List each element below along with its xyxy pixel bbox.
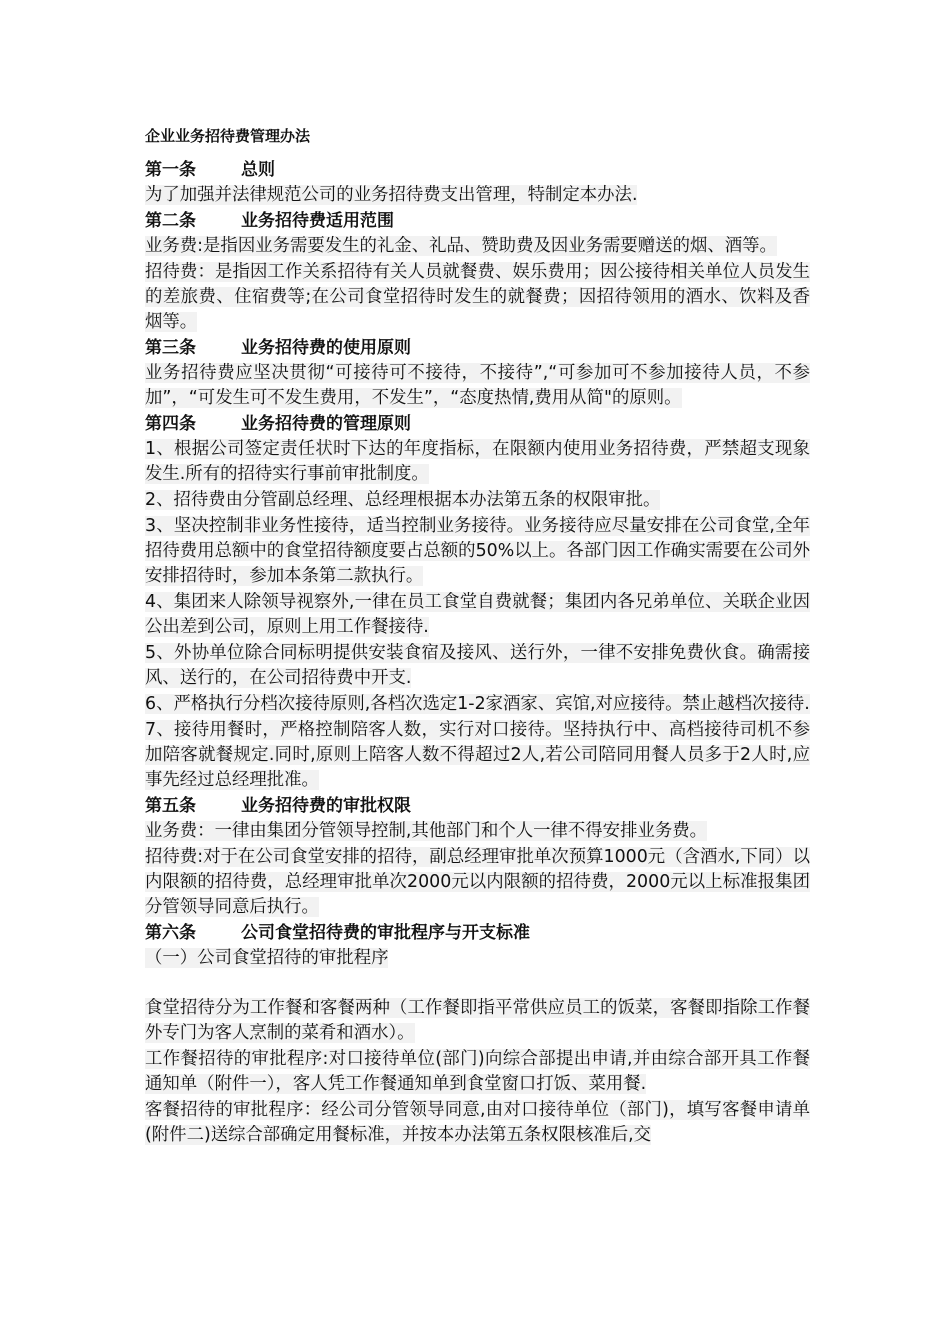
paragraph: 食堂招待分为工作餐和客餐两种（工作餐即指平常供应员工的饭菜，客餐即指除工作餐外专门为客人烹制的菜肴和酒水）。 <box>145 998 810 1043</box>
section-title: 业务招待费的使用原则 <box>241 338 411 358</box>
list-item: 5、外协单位除合同标明提供安装食宿及接风、送行外，一律不安排免费伙食。确需接风、送行的，在公司招待费中开支. <box>145 643 810 688</box>
subsection-heading: （一）公司食堂招待的审批程序 <box>145 948 389 968</box>
section-title: 公司食堂招待费的审批程序与开支标准 <box>241 923 530 943</box>
list-item: 1、根据公司签定责任状时下达的年度指标，在限额内使用业务招待费，严禁超支现象发生.所有的招待实行事前审批制度。 <box>145 439 810 484</box>
section-heading-2 <box>145 209 810 234</box>
section-number: 第三条 <box>145 338 196 358</box>
paragraph: 业务费：一律由集团分管领导控制,其他部门和个人一律不得安排业务费。 <box>145 821 708 841</box>
list-item: 2、招待费由分管副总经理、总经理根据本办法第五条的权限审批。 <box>145 490 661 510</box>
section-number: 第四条 <box>145 414 196 434</box>
list-item: 6、严格执行分档次接待原则,各档次选定1-2家酒家、宾馆,对应接待。禁止越档次接待. <box>145 694 810 714</box>
paragraph: 工作餐招待的审批程序:对口接待单位(部门)向综合部提出申请,并由综合部开具工作餐通知单（附件一），客人凭工作餐通知单到食堂窗口打饭、菜用餐. <box>145 1049 810 1094</box>
section-heading-5 <box>145 794 810 819</box>
paragraph: 为了加强并法律规范公司的业务招待费支出管理，特制定本办法. <box>145 185 638 205</box>
list-item: 3、坚决控制非业务性接待，适当控制业务接待。业务接待应尽量安排在公司食堂,全年招待费用总额中的食堂招待额度要占总额的50%以上。各部门因工作确实需要在公司外安排招待时，参加本条第二款执行。 <box>145 516 810 586</box>
list-item: 7、接待用餐时，严格控制陪客人数，实行对口接待。坚持执行中、高档接待司机不参加陪客就餐规定.同时,原则上陪客人数不得超过2人,若公司陪同用餐人员多于2人时,应事先经过总经理批准。 <box>145 720 810 790</box>
paragraph: 客餐招待的审批程序：经公司分管领导同意,由对口接待单位（部门)，填写客餐申请单(附件二)送综合部确定用餐标准，并按本办法第五条权限核准后,交 <box>145 1100 810 1145</box>
section-title: 业务招待费的管理原则 <box>241 414 411 434</box>
paragraph: 业务费:是指因业务需要发生的礼金、礼品、赞助费及因业务需要赠送的烟、酒等。 <box>145 236 777 256</box>
section-number: 第一条 <box>145 160 196 180</box>
section-heading-3 <box>145 336 810 361</box>
section-title: 业务招待费适用范围 <box>241 211 394 231</box>
section-number: 第五条 <box>145 796 196 816</box>
section-heading-1 <box>145 158 810 183</box>
paragraph: 招待费：是指因工作关系招待有关人员就餐费、娱乐费用；因公接待相关单位人员发生的差旅费、住宿费等;在公司食堂招待时发生的就餐费；因招待领用的酒水、饮料及香烟等。 <box>145 262 810 332</box>
section-number: 第六条 <box>145 923 196 943</box>
paragraph: 业务招待费应坚决贯彻“可接待可不接待，不接待”,“可参加可不参加接待人员，不参加”，“可发生可不发生费用，不发生”，“态度热情,费用从简"的原则。 <box>145 363 810 408</box>
document-title: 企业业务招待费管理办法 <box>145 127 311 145</box>
section-title: 业务招待费的审批权限 <box>241 796 411 816</box>
list-item: 4、集团来人除领导视察外,一律在员工食堂自费就餐；集团内各兄弟单位、关联企业因公出差到公司，原则上用工作餐接待. <box>145 592 810 637</box>
section-heading-4 <box>145 412 810 437</box>
blank-line <box>145 971 810 996</box>
section-title: 总则 <box>241 160 275 180</box>
paragraph: 招待费:对于在公司食堂安排的招待，副总经理审批单次预算1000元（含酒水,下同）以内限额的招待费，总经理审批单次2000元以内限额的招待费，2000元以上标准报集团分管领导同意后执行。 <box>145 847 810 917</box>
section-number: 第二条 <box>145 211 196 231</box>
section-heading-6 <box>145 921 810 946</box>
document-body <box>145 158 810 1149</box>
